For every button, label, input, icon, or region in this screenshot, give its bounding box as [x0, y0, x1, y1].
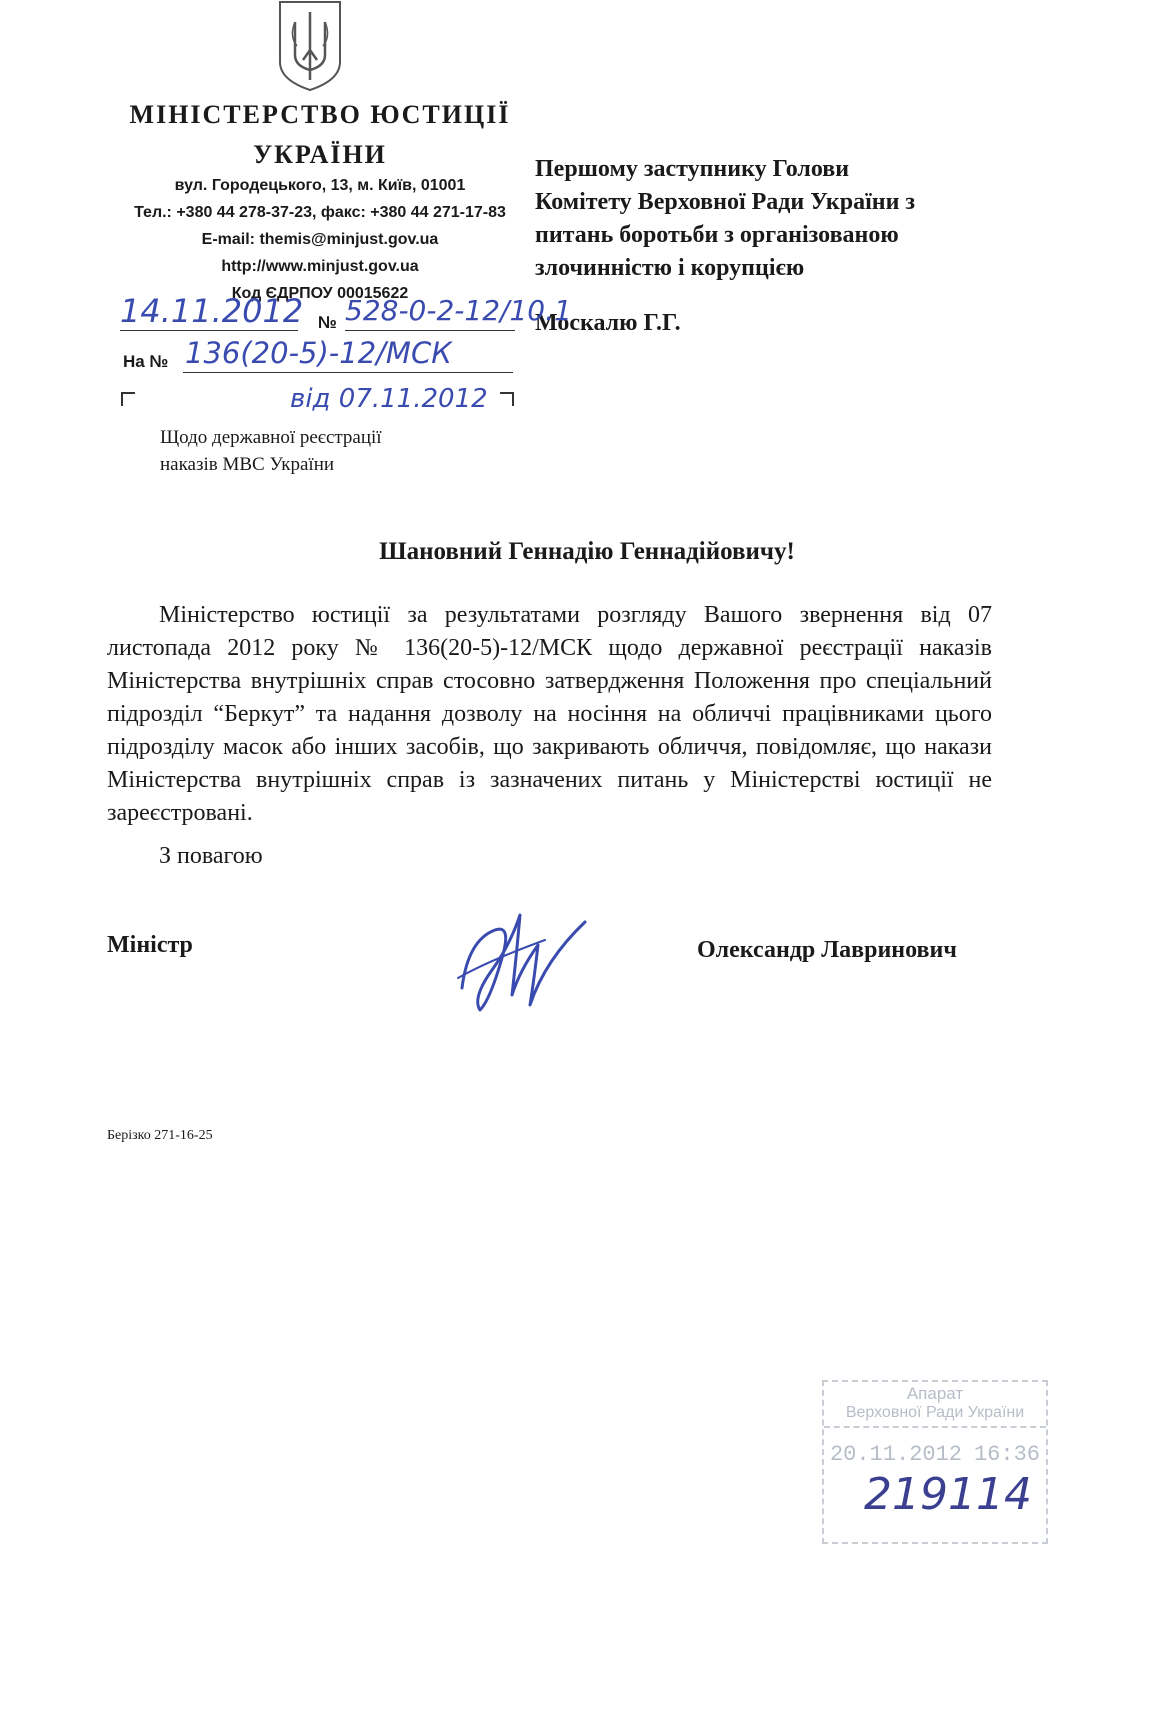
- reply-number: 136(20-5)-12/МСК: [185, 336, 452, 370]
- stamp-number: 219114: [864, 1469, 1032, 1520]
- number-label: №: [318, 313, 337, 332]
- closing: З повагою: [159, 843, 263, 869]
- date-underline: [120, 330, 298, 331]
- ministry-phone: Тел.: +380 44 278-37-23, факс: +380 44 271-17-83: [134, 204, 506, 221]
- ministry-name-line1: МІНІСТЕРСТВО ЮСТИЦІЇ: [129, 100, 511, 129]
- ministry-name-line2: УКРАЇНИ: [253, 140, 387, 169]
- stamp-time: 16:36: [973, 1442, 1040, 1467]
- subject-bracket-left: [121, 392, 135, 406]
- executor-note: Берізко 271-16-25: [107, 1128, 213, 1143]
- reply-label: На №: [123, 352, 169, 371]
- ministry-website: http://www.minjust.gov.ua: [221, 258, 419, 275]
- stamp-line1: Апарат: [906, 1384, 964, 1403]
- outgoing-number: 528-0-2-12/10.1: [345, 294, 572, 327]
- stamp-date: 20.11.2012: [829, 1442, 963, 1467]
- addressee-line3: питань боротьби з організованою: [535, 222, 899, 248]
- signature-title: Міністр: [107, 932, 193, 958]
- ministry-address: вул. Городецького, 13, м. Київ, 01001: [174, 177, 466, 194]
- number-underline: [345, 330, 515, 331]
- addressee-name: Москалю Г.Г.: [535, 310, 681, 336]
- reply-date: від 07.11.2012: [290, 384, 488, 414]
- reply-underline: [183, 372, 513, 373]
- registration-stamp: [822, 1380, 1048, 1544]
- coat-of-arms-icon: [275, 0, 345, 92]
- ministry-code: Код ЄДРПОУ 00015622: [231, 285, 409, 302]
- signature-name: Олександр Лавринович: [697, 937, 957, 963]
- addressee-block: [535, 153, 1005, 285]
- addressee-line4: злочинністю і корупцією: [535, 255, 805, 281]
- subject-line1: Щодо державної реєстрації: [160, 427, 382, 448]
- ministry-email: E-mail: themis@minjust.gov.ua: [201, 231, 439, 248]
- stamp-line2: Верховної Ради України: [824, 1404, 1046, 1428]
- addressee-line2: Комітету Верховної Ради України з: [535, 189, 916, 215]
- subject-bracket-right: [500, 392, 514, 406]
- salutation: Шановний Геннадію Геннадійовичу!: [379, 538, 795, 565]
- subject-block: [160, 424, 540, 478]
- addressee-line1: Першому заступнику Голови: [535, 156, 850, 182]
- ministry-header: [110, 95, 530, 175]
- ministry-contacts: [110, 172, 530, 307]
- outgoing-date: 14.11.2012: [120, 292, 304, 330]
- letter-body: Міністерство юстиції за результатами розгляду Вашого звернення від 07 листопада 2012 року № 136(20-5)-12/МСК щодо державної реєстрації наказів Міністерства внутрішніх справ стосовно затвердження Положення про спеціальний підрозділ “Беркут” та надання дозволу на носіння на обличчі працівниками цього підрозділу масок або інших засобів, що закривають обличчя, повідомляє, що накази Міністерства внутрішніх справ із зазначених питань у Міністерстві юстиції не зареєстровані.: [107, 602, 992, 826]
- handwritten-signature-icon: [450, 900, 595, 1020]
- subject-line2: наказів МВС України: [160, 454, 335, 475]
